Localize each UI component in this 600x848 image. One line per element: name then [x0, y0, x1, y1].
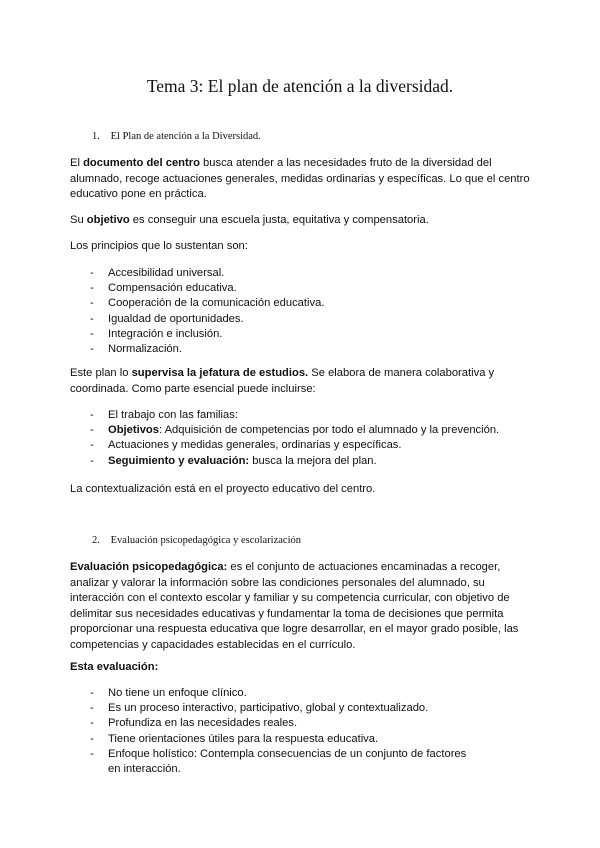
list-item — [70, 281, 540, 296]
dash-bullet: - — [90, 282, 94, 295]
dash-bullet: - — [90, 327, 94, 340]
list-item-text: Accesibilidad universal. — [108, 267, 225, 279]
list-item-text: : Adquisición de competencias por todo el alumnado y la prevención. — [158, 424, 500, 437]
text-run: Este plan lo — [70, 367, 132, 379]
section-1-paragraph-2 — [70, 213, 530, 229]
section-2-paragraph-1 — [70, 560, 530, 654]
list-item — [70, 312, 540, 327]
text-run: es conseguir una escuela justa, equitativa y compensatoria. — [129, 214, 429, 226]
dash-bullet: - — [90, 747, 94, 760]
dash-bullet: - — [90, 267, 94, 279]
list-item — [70, 686, 540, 701]
bold-run: objetivo — [86, 214, 130, 226]
dash-bullet: - — [90, 732, 94, 745]
section-1-number: 1. — [92, 131, 100, 142]
list-item — [70, 732, 540, 747]
dash-bullet: - — [90, 454, 94, 467]
dash-bullet: - — [90, 343, 94, 356]
dash-bullet: - — [90, 717, 94, 730]
principles-list — [70, 266, 540, 357]
list-item — [70, 438, 540, 453]
list-item-text: Es un proceso interactivo, participativo, global y contextualizado. — [108, 702, 429, 715]
list-item-text: Igualdad de oportunidades. — [108, 312, 244, 325]
page-title: Tema 3: El plan de atención a la diversidad. — [146, 76, 454, 96]
text-run: Se elabora de manera colaborativa y coordinada. Como parte esencial puede incluirse: — [70, 367, 495, 395]
bold-run: Esta evaluación: — [70, 661, 159, 673]
dash-bullet: - — [90, 312, 94, 325]
text-run: Su — [70, 214, 87, 226]
list-item — [70, 342, 540, 357]
list-item — [70, 701, 540, 716]
evaluation-list — [70, 686, 540, 777]
list-item-text: Actuaciones y medidas generales, ordinarias y específicas. — [108, 439, 402, 452]
list-item-text: Cooperación de la comunicación educativa. — [108, 297, 325, 310]
dash-bullet: - — [90, 687, 94, 699]
section-1-paragraph-5: La contextualización está en el proyecto educativo del centro. — [70, 483, 376, 495]
text-run: busca atender a las necesidades fruto de la diversidad del alumnado, recoge actuaciones generales, medidas ordinarias y específicas. Lo que el centro educativo pone en práctica. — [70, 157, 530, 201]
list-item — [70, 327, 540, 342]
section-1-paragraph-3: Los principios que lo sustentan son: — [70, 240, 248, 252]
list-item-text: busca la mejora del plan. — [249, 454, 377, 467]
plan-contents-list — [70, 408, 540, 469]
section-2-heading — [92, 535, 301, 546]
dash-bullet: - — [90, 424, 94, 437]
list-item — [70, 296, 540, 311]
list-item-text: Tiene orientaciones útiles para la respuesta educativa. — [108, 732, 379, 745]
dash-bullet: - — [90, 409, 94, 421]
list-item — [70, 266, 540, 281]
bold-run: documento del centro — [83, 157, 200, 169]
list-item-text: Enfoque holístico: Contempla consecuencias de un conjunto de factores en interacción. — [108, 747, 467, 776]
list-item-text: El trabajo con las familias: — [108, 409, 238, 421]
text-run: es el conjunto de actuaciones encaminadas a recoger, analizar y valorar la información sobre las condiciones personales del alumnado, su interacción con el contexto escolar y familiar y su competencia curricular, con objetivo de delimitar sus necesidades educativas y fundamentar la toma de decisiones que permita proporcionar una respuesta educativa que logre desarrollar, en el mayor grado posible, las competencias y capacidades establecidas en el currículo. — [70, 561, 519, 651]
section-1-title: El Plan de atención a la Diversidad. — [110, 131, 261, 142]
text-run: El — [70, 157, 84, 169]
list-item — [70, 423, 540, 438]
list-item-text: Profundiza en las necesidades reales. — [108, 717, 298, 730]
section-1-paragraph-4 — [70, 366, 530, 397]
section-2-number: 2. — [92, 535, 100, 546]
bold-run: Evaluación psicopedagógica: — [70, 561, 228, 573]
dash-bullet: - — [90, 702, 94, 715]
dash-bullet: - — [90, 297, 94, 310]
section-2-title: Evaluación psicopedagógica y escolarización — [110, 535, 301, 546]
bold-run: Seguimiento y evaluación: — [108, 454, 250, 467]
section-1-heading — [92, 131, 261, 142]
list-item-text: Normalización. — [108, 343, 182, 356]
list-item-text: Compensación educativa. — [108, 282, 237, 295]
list-item — [70, 408, 540, 423]
list-item — [70, 716, 540, 731]
section-1-paragraph-1 — [70, 156, 530, 203]
list-item — [70, 454, 540, 469]
list-item-text: No tiene un enfoque clínico. — [108, 687, 247, 699]
section-2-paragraph-2 — [70, 660, 530, 676]
list-item — [70, 747, 540, 777]
bold-run: Objetivos — [108, 424, 159, 437]
dash-bullet: - — [90, 439, 94, 452]
bold-run: supervisa la jefatura de estudios. — [131, 367, 309, 379]
list-item-text: Integración e inclusión. — [108, 327, 223, 340]
